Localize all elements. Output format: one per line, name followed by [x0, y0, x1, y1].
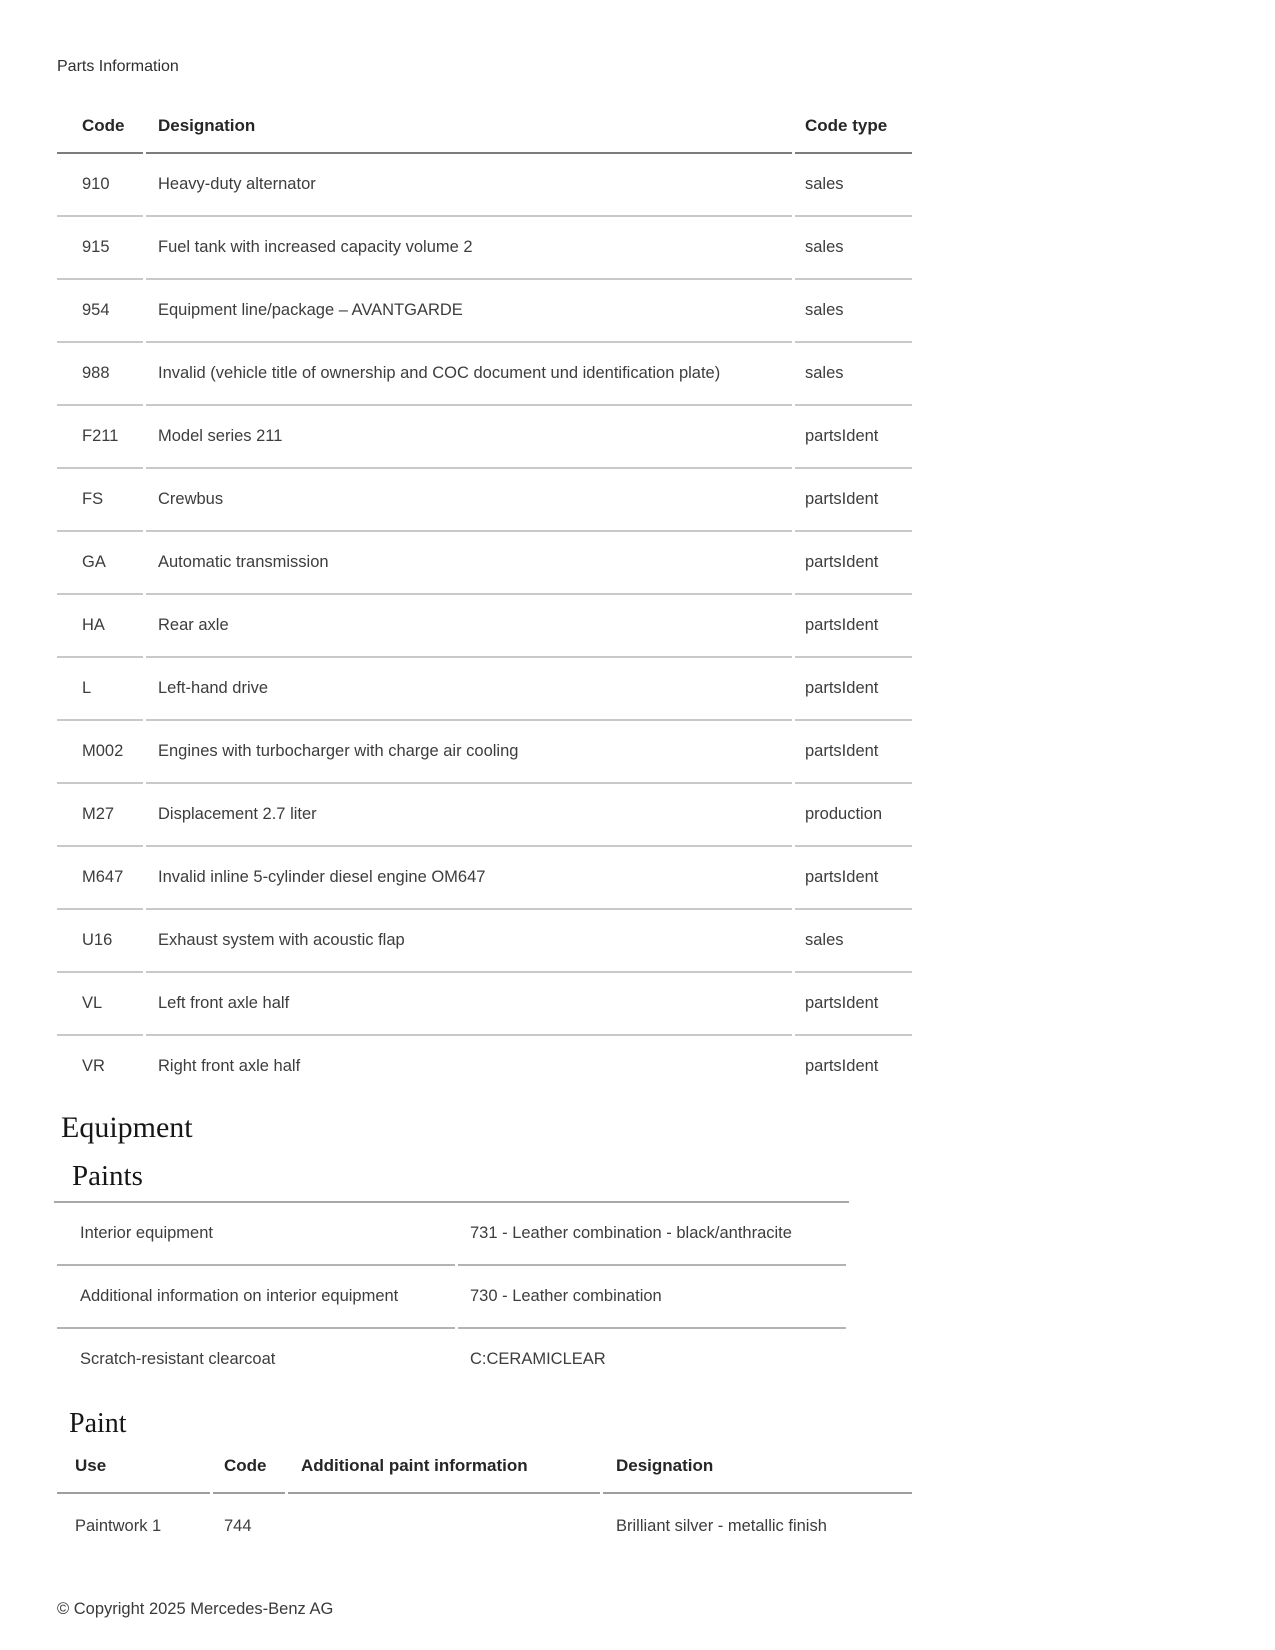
table-row [57, 1266, 846, 1329]
cell-code: 954 [57, 280, 143, 343]
cell-code: 910 [57, 154, 143, 217]
cell-code: F211 [57, 406, 143, 469]
table-row [57, 784, 912, 847]
cell-code-type: partsIdent [795, 721, 912, 784]
cell-code: HA [57, 595, 143, 658]
codes-header-code: Code [57, 100, 143, 154]
page-title: Parts Information [57, 58, 179, 75]
paints-value: 730 - Leather combination [458, 1266, 846, 1329]
paint-heading: Paint [69, 1408, 127, 1439]
cell-designation: Displacement 2.7 liter [146, 784, 792, 847]
cell-code-type: partsIdent [795, 406, 912, 469]
table-row [57, 721, 912, 784]
table-row [57, 217, 912, 280]
cell-code: M002 [57, 721, 143, 784]
cell-code: L [57, 658, 143, 721]
cell-designation: Heavy-duty alternator [146, 154, 792, 217]
table-row [57, 910, 912, 973]
table-row [57, 469, 912, 532]
paint-header-use: Use [57, 1440, 210, 1494]
paints-table [54, 1201, 849, 1390]
cell-designation: Rear axle [146, 595, 792, 658]
cell-code-type: partsIdent [805, 1057, 879, 1075]
cell-designation: Left-hand drive [146, 658, 792, 721]
paint-header-additional: Additional paint information [288, 1440, 600, 1494]
cell-code: VR [82, 1057, 105, 1075]
cell-designation: Automatic transmission [146, 532, 792, 595]
paint-cell-designation: Brilliant silver - metallic finish [616, 1516, 827, 1535]
table-row [57, 280, 912, 343]
cell-code: M647 [57, 847, 143, 910]
paint-cell-additional [288, 1494, 600, 1558]
table-row [57, 406, 912, 469]
table-row [57, 973, 912, 1036]
cell-code-type: sales [795, 154, 912, 217]
cell-designation: Fuel tank with increased capacity volume 2 [146, 217, 792, 280]
table-row [57, 658, 912, 721]
cell-designation: Engines with turbocharger with charge air cooling [146, 721, 792, 784]
paints-value: C:CERAMICLEAR [470, 1350, 606, 1368]
cell-designation: Equipment line/package – AVANTGARDE [146, 280, 792, 343]
cell-code: U16 [57, 910, 143, 973]
table-row [57, 1203, 846, 1266]
cell-code-type: production [795, 784, 912, 847]
paints-label: Additional information on interior equipment [57, 1266, 455, 1329]
paint-header-row [57, 1440, 912, 1494]
table-row [57, 532, 912, 595]
cell-code-type: partsIdent [795, 532, 912, 595]
cell-code-type: sales [795, 217, 912, 280]
cell-code-type: partsIdent [795, 469, 912, 532]
cell-code: VL [57, 973, 143, 1036]
paint-cell-use: Paintwork 1 [75, 1516, 162, 1535]
cell-code: GA [57, 532, 143, 595]
table-row [57, 595, 912, 658]
cell-code-type: partsIdent [795, 658, 912, 721]
paints-label: Interior equipment [57, 1203, 455, 1266]
cell-designation: Exhaust system with acoustic flap [146, 910, 792, 973]
codes-header-row [57, 100, 912, 154]
codes-header-code-type: Code type [795, 100, 912, 154]
table-row [57, 1329, 846, 1390]
cell-code-type: sales [795, 910, 912, 973]
copyright-footer: © Copyright 2025 Mercedes-Benz AG [57, 1600, 334, 1618]
paint-header-designation: Designation [603, 1440, 912, 1494]
table-row [57, 1036, 912, 1097]
cell-code-type: partsIdent [795, 595, 912, 658]
cell-designation: Crewbus [146, 469, 792, 532]
codes-header-designation: Designation [146, 100, 792, 154]
cell-designation: Invalid inline 5-cylinder diesel engine OM647 [146, 847, 792, 910]
cell-code: 988 [57, 343, 143, 406]
paint-table [54, 1440, 915, 1558]
parts-codes-table [54, 100, 915, 1097]
paint-cell-code: 744 [224, 1516, 252, 1535]
cell-code: M27 [57, 784, 143, 847]
paint-header-code: Code [213, 1440, 285, 1494]
cell-code-type: sales [795, 280, 912, 343]
cell-designation: Invalid (vehicle title of ownership and COC document und identification plate) [146, 343, 792, 406]
table-row [57, 847, 912, 910]
cell-code-type: partsIdent [795, 847, 912, 910]
table-row [57, 1494, 912, 1558]
paints-label: Scratch-resistant clearcoat [80, 1350, 276, 1368]
cell-code: 915 [57, 217, 143, 280]
paints-value: 731 - Leather combination - black/anthracite [458, 1203, 846, 1266]
paints-heading: Paints [72, 1160, 143, 1192]
cell-code-type: partsIdent [795, 973, 912, 1036]
cell-designation: Model series 211 [146, 406, 792, 469]
table-row [57, 154, 912, 217]
cell-code: FS [57, 469, 143, 532]
table-row [57, 343, 912, 406]
cell-designation: Left front axle half [146, 973, 792, 1036]
cell-designation: Right front axle half [158, 1057, 301, 1075]
equipment-heading: Equipment [61, 1111, 193, 1144]
cell-code-type: sales [795, 343, 912, 406]
